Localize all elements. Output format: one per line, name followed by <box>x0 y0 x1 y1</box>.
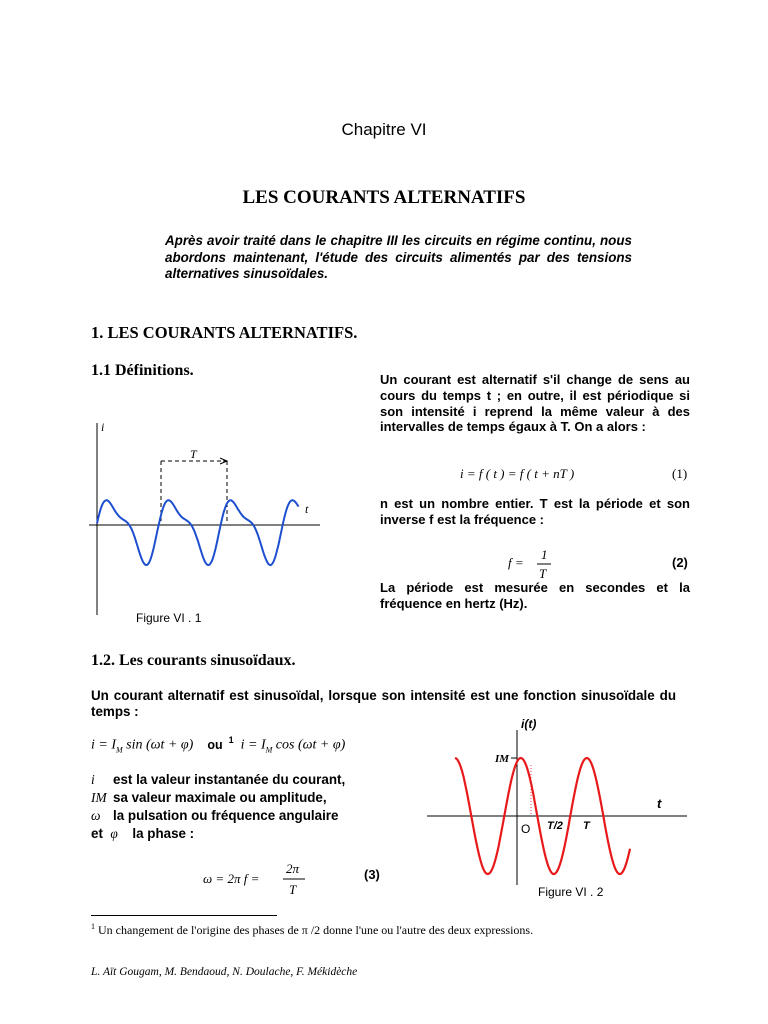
section-1-2-heading: 1.2. Les courants sinusoïdaux. <box>91 652 296 669</box>
symbol-definitions <box>91 771 391 843</box>
eq-cos-rest: cos (ωt + φ) <box>272 737 346 753</box>
definition-paragraph: Un courant est alternatif s'il change de sens au cours du temps t ; en outre, il est périodique si son intensité i reprend la même valeur à des intervalles de temps égaux à T. On a alors : <box>380 372 690 435</box>
fig2-y-label: i(t) <box>521 717 537 731</box>
fig2-x-label: t <box>657 796 662 811</box>
equation-3-lhs: ω = 2π f = <box>203 871 260 886</box>
footnote-rule <box>91 915 277 916</box>
def-item <box>91 789 391 807</box>
section-1-heading: 1. LES COURANTS ALTERNATIFS. <box>91 323 358 342</box>
equation-2 <box>508 545 568 585</box>
equation-1: i = f ( t ) = f ( t + nT ) <box>460 466 575 481</box>
def-item <box>91 825 391 843</box>
units-paragraph: La période est mesurée en secondes et la fréquence en hertz (Hz). <box>380 580 690 611</box>
footnote-text: Un changement de l'origine des phases de π /2 donne l'une ou l'autre des deux expressions. <box>98 923 534 937</box>
fig1-current-curve <box>97 500 299 565</box>
fig1-period-label: T <box>190 447 197 461</box>
footnote-number: 1 <box>91 922 95 931</box>
figure-2-plot <box>425 715 695 890</box>
equation-3-numerator: 2π <box>286 861 300 876</box>
fig2-half-period-label: T/2 <box>547 820 563 832</box>
chapter-intro: Après avoir traité dans le chapitre III les circuits en régime continu, nous abordons maintenant, l'étude des circuits alimentés par des tensions alternatives sinusoïdales. <box>165 233 632 281</box>
equation-2-number: (2) <box>672 555 688 570</box>
figure-2-caption: Figure VI . 2 <box>538 885 604 899</box>
equation-3-number: (3) <box>364 867 380 882</box>
def-item <box>91 771 391 789</box>
figure-1-caption: Figure VI . 1 <box>136 611 202 625</box>
def-sym: ω <box>91 808 101 823</box>
sinusoidal-equations <box>91 735 345 754</box>
fig1-x-label: t <box>305 502 309 516</box>
authors-line: L. Aït Gougam, M. Bendaoud, N. Doulache, F. Mékidèche <box>91 966 358 978</box>
equation-3-denominator: T <box>289 882 297 897</box>
section-1-1-heading: 1.1 Définitions. <box>91 362 194 379</box>
fig1-arrow-head <box>220 458 227 464</box>
def-text: la pulsation ou fréquence angulaire <box>113 808 339 823</box>
def-prefix: et <box>91 826 103 841</box>
def-text: sa valeur maximale ou amplitude, <box>113 790 327 805</box>
equation-1-number: (1) <box>672 466 688 481</box>
fig2-amplitude-label: IM <box>495 753 510 765</box>
equation-2-denominator: T <box>539 566 547 581</box>
def-sym: IM <box>91 790 107 805</box>
eq-sin-part: i = I <box>91 737 116 753</box>
footnote <box>91 922 533 938</box>
fig1-y-label: i <box>101 420 105 434</box>
fig2-origin-label: O <box>521 822 531 836</box>
chapter-label: Chapitre VI <box>341 120 427 139</box>
equation-2-numerator: 1 <box>541 547 548 562</box>
fig2-period-label: T <box>583 820 590 832</box>
eq-or: ou <box>207 737 223 752</box>
eq-cos-part: i = I <box>240 737 266 753</box>
eq-sin-sub: M <box>116 745 123 755</box>
def-text: la phase : <box>132 826 195 841</box>
def-text: est la valeur instantanée du courant, <box>113 772 346 787</box>
equation-2-lhs: f = <box>508 555 524 570</box>
def-sym: φ <box>110 826 118 841</box>
period-definition-paragraph: n est un nombre entier. T est la période et son inverse f est la fréquence : <box>380 496 690 527</box>
figure-1-plot <box>85 415 325 620</box>
eq-cos-sub: M <box>265 745 273 755</box>
def-item <box>91 807 391 825</box>
chapter-title: LES COURANTS ALTERNATIFS <box>242 187 526 208</box>
footnote-mark: 1 <box>228 735 234 745</box>
eq-sin-rest: sin (ωt + φ) <box>122 737 194 753</box>
def-sym: i <box>91 772 95 787</box>
sinusoidal-definition-paragraph: Un courant alternatif est sinusoïdal, lorsque son intensité est une fonction sinusoïdale du temps : <box>91 688 676 719</box>
equation-3 <box>203 860 333 900</box>
